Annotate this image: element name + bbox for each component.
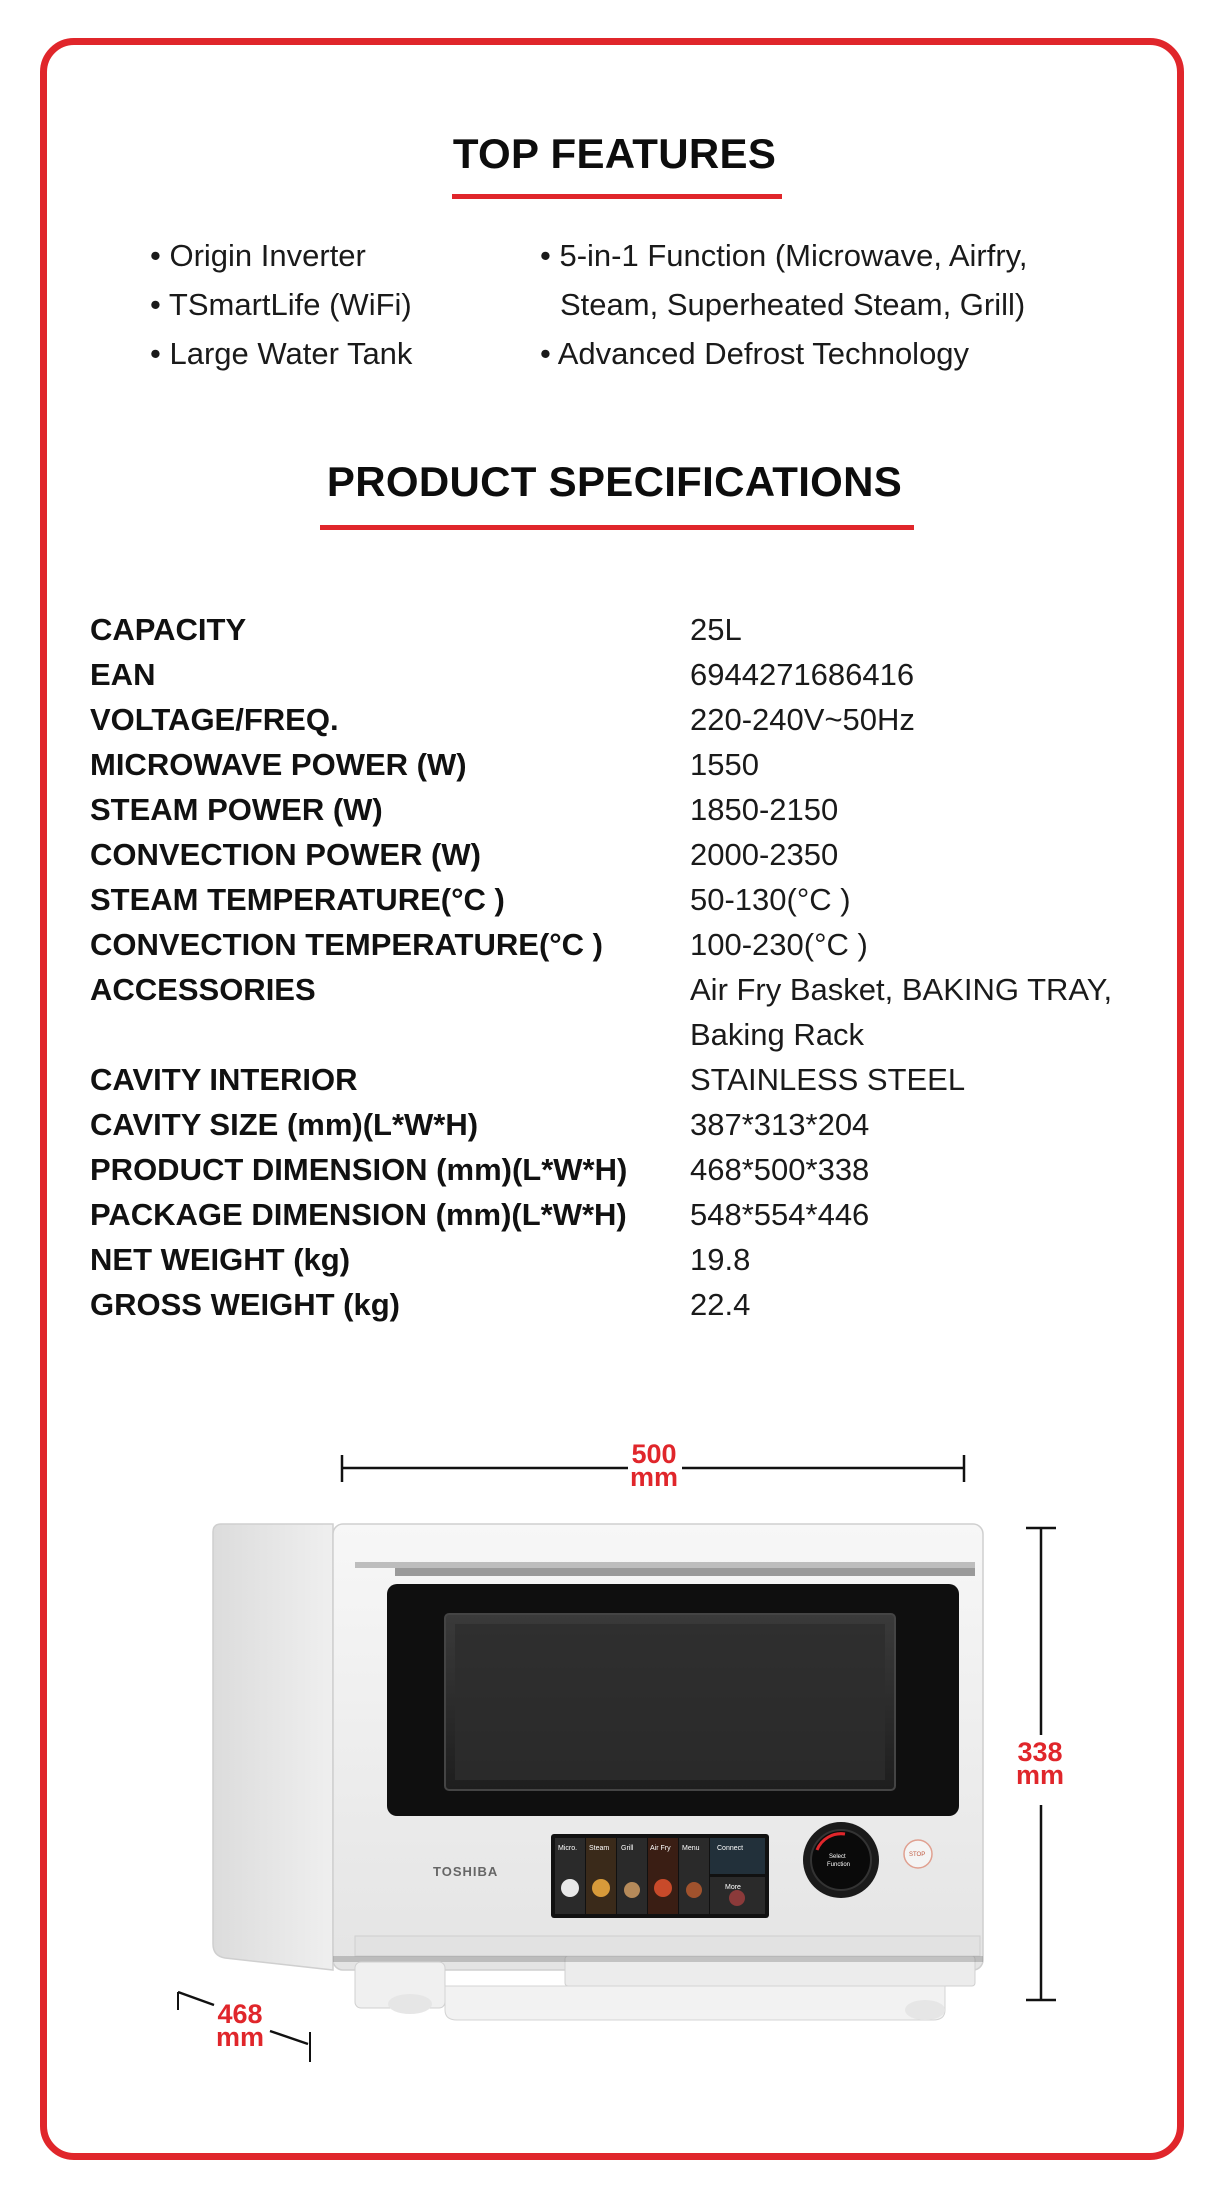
spec-value: 548*554*446 (690, 1197, 870, 1232)
svg-text:Select: Select (829, 1854, 846, 1860)
top-features-title: TOP FEATURES (452, 130, 777, 177)
spec-value: 6944271686416 (690, 657, 915, 692)
specifications-title: PRODUCT SPECIFICATIONS (326, 458, 903, 505)
spec-value: 468*500*338 (690, 1152, 870, 1187)
spec-value: 1550 (690, 747, 759, 782)
feature-item: • Advanced Defrost Technology (540, 336, 970, 371)
spec-value: Air Fry Basket, BAKING TRAY, (690, 972, 1113, 1007)
spec-value: 220-240V~50Hz (690, 702, 915, 737)
spec-label: VOLTAGE/FREQ. (90, 702, 339, 737)
spec-label: EAN (90, 657, 156, 692)
tile-more: More (725, 1884, 741, 1891)
spec-label: PACKAGE DIMENSION (mm)(L*W*H) (90, 1197, 627, 1232)
spec-label: STEAM TEMPERATURE(°C ) (90, 882, 505, 917)
tile-micro: Micro. (558, 1845, 578, 1852)
spec-label: CAVITY SIZE (mm)(L*W*H) (90, 1107, 479, 1142)
tile-grill: Grill (621, 1845, 634, 1852)
width-unit: mm (629, 1462, 678, 1492)
width-dimension-label (614, 1439, 694, 1492)
spec-label: CONVECTION TEMPERATURE(°C ) (90, 927, 603, 962)
spec-value: Baking Rack (690, 1017, 865, 1052)
feature-item: • 5-in-1 Function (Microwave, Airfry, (540, 238, 1028, 273)
feature-item: • Large Water Tank (150, 336, 413, 371)
spec-value: STAINLESS STEEL (690, 1062, 966, 1097)
tile-airfry: Air Fry (650, 1845, 671, 1852)
spec-value: 387*313*204 (690, 1107, 870, 1142)
oven-product-image (205, 1520, 995, 2040)
svg-text:STOP: STOP (909, 1852, 926, 1858)
spec-value: 50-130(°C ) (690, 882, 851, 917)
feature-item: • TSmartLife (WiFi) (150, 287, 412, 322)
spec-value: 100-230(°C ) (690, 927, 868, 962)
tile-steam: Steam (589, 1845, 610, 1852)
spec-label: GROSS WEIGHT (kg) (90, 1287, 400, 1322)
spec-label: CAVITY INTERIOR (90, 1062, 358, 1097)
spec-label: PRODUCT DIMENSION (mm)(L*W*H) (90, 1152, 628, 1187)
tile-connect: Connect (717, 1845, 744, 1852)
depth-value: 468 (217, 1999, 263, 2029)
feature-item-continuation: Steam, Superheated Steam, Grill) (560, 287, 1026, 322)
height-dimension-label (1000, 1737, 1080, 1790)
depth-unit: mm (215, 2022, 264, 2052)
spec-label: ACCESSORIES (90, 972, 316, 1007)
spec-label: CAPACITY (90, 612, 247, 647)
control-panel (551, 1834, 769, 1918)
svg-text:Function: Function (827, 1862, 851, 1868)
tile-menu: Menu (682, 1845, 700, 1852)
spec-label: CONVECTION POWER (W) (90, 837, 481, 872)
width-value: 500 (631, 1439, 677, 1469)
spec-value: 2000-2350 (690, 837, 839, 872)
spec-value: 1850-2150 (690, 792, 839, 827)
spec-value: 19.8 (690, 1242, 751, 1277)
spec-label: STEAM POWER (W) (90, 792, 383, 827)
spec-label: MICROWAVE POWER (W) (90, 747, 467, 782)
spec-value: 22.4 (690, 1287, 751, 1322)
height-unit: mm (1015, 1760, 1064, 1790)
feature-item: • Origin Inverter (150, 238, 366, 273)
height-value: 338 (1017, 1737, 1063, 1767)
brand-logo: TOSHIBA (433, 1864, 499, 1879)
spec-label: NET WEIGHT (kg) (90, 1242, 351, 1277)
spec-value: 25L (690, 612, 742, 647)
